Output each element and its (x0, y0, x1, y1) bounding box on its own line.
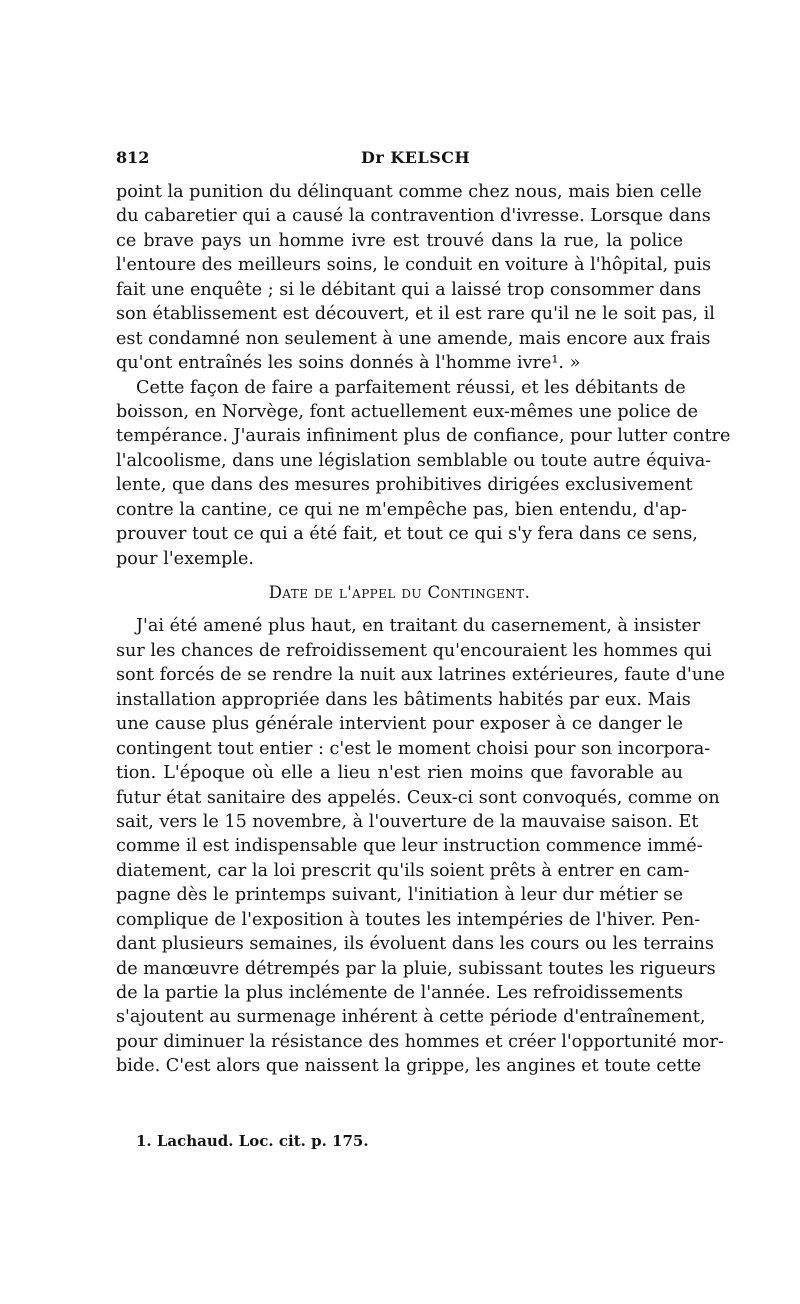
footnote: 1. Lachaud. Loc. cit. p. 175. (136, 1132, 369, 1150)
text-line: qu'ont entraînés les soins donnés à l'homme ivre¹. » (116, 353, 581, 374)
text-line: pour diminuer la résistance des hommes et créer l'opportunité mor- (116, 1031, 724, 1052)
text-line: tion. L'époque où elle a lieu n'est rien moins que favorable au (116, 763, 683, 784)
page-header (116, 148, 683, 174)
paragraph-continuation (116, 180, 715, 376)
text-line: fait une enquête ; si le débitant qui a laissé trop consommer dans (116, 279, 702, 300)
body-text (116, 180, 731, 1079)
text-line: tempérance. J'aurais infiniment plus de confiance, pour lutter contre (116, 426, 731, 447)
page-number: 812 (116, 148, 150, 167)
text-line: l'entoure des meilleurs soins, le conduit en voiture à l'hôpital, puis (116, 255, 712, 276)
running-head: Dr KELSCH (361, 148, 471, 167)
text-line: pagne dès le printemps suivant, l'initiation à leur dur métier se (116, 885, 683, 906)
text-line: futur état sanitaire des appelés. Ceux-ci sont convoqués, comme on (116, 787, 720, 808)
text-line: bide. C'est alors que naissent la grippe, les angines et toute cette (116, 1056, 702, 1077)
text-line: sur les chances de refroidissement qu'encouraient les hommes qui (116, 640, 712, 661)
text-line: une cause plus générale intervient pour exposer à ce danger le (116, 714, 683, 735)
text-line: ce brave pays un homme ivre est trouvé dans la rue, la police (116, 230, 683, 251)
text-line: installation appropriée dans les bâtiments habités par eux. Mais (116, 689, 691, 710)
text-line: J'ai été amené plus haut, en traitant du casernement, à insister (136, 616, 701, 637)
text-line: pour l'exemple. (116, 548, 254, 569)
text-line: lente, que dans des mesures prohibitives dirigées exclusivement (116, 475, 693, 496)
section-heading: Date de l'appel du Contingent. (268, 583, 531, 602)
text-line: comme il est indispensable que leur instruction commence immé- (116, 836, 703, 857)
paragraph-norway (116, 376, 731, 572)
text-line: diatement, car la loi prescrit qu'ils soient prêts à entrer en cam- (116, 860, 690, 881)
text-line: l'alcoolisme, dans une législation semblable ou toute autre équiva- (116, 450, 712, 471)
text-line: boisson, en Norvège, font actuellement eux-mêmes une police de (116, 401, 699, 422)
text-line: point la punition du délinquant comme chez nous, mais bien celle (116, 182, 702, 202)
text-line: de la partie la plus inclémente de l'année. Les refroidissements (116, 983, 683, 1003)
text-line: sont forcés de se rendre la nuit aux latrines extérieures, faute d'une (116, 665, 725, 686)
text-line: son établissement est découvert, et il est rare qu'il ne le soit pas, il (116, 304, 715, 325)
text-line: contingent tout entier : c'est le moment choisi pour son incorpora- (116, 738, 711, 759)
text-line: contre la cantine, ce qui ne m'empêche pas, bien entendu, d'ap- (116, 499, 688, 520)
text-line: s'ajoutent au surmenage inhérent à cette période d'entraînement, (116, 1007, 706, 1028)
paragraph-contingent (116, 614, 725, 1078)
text-line: de manœuvre détrempés par la pluie, subissant toutes les rigueurs (116, 958, 716, 979)
text-line: dant plusieurs semaines, ils évoluent dans les cours ou les terrains (116, 934, 714, 955)
text-line: prouver tout ce qui a été fait, et tout ce qui s'y fera dans ce sens, (116, 524, 698, 545)
text-line: complique de l'exposition à toutes les intempéries de l'hiver. Pen- (116, 909, 701, 930)
text-line: du cabaretier qui a causé la contravention d'ivresse. Lorsque dans (116, 206, 711, 227)
text-line: sait, vers le 15 novembre, à l'ouverture de la mauvaise saison. Et (116, 811, 699, 832)
text-line: est condamné non seulement à une amende, mais encore aux frais (116, 328, 711, 349)
text-line: Cette façon de faire a parfaitement réussi, et les débitants de (136, 377, 686, 398)
